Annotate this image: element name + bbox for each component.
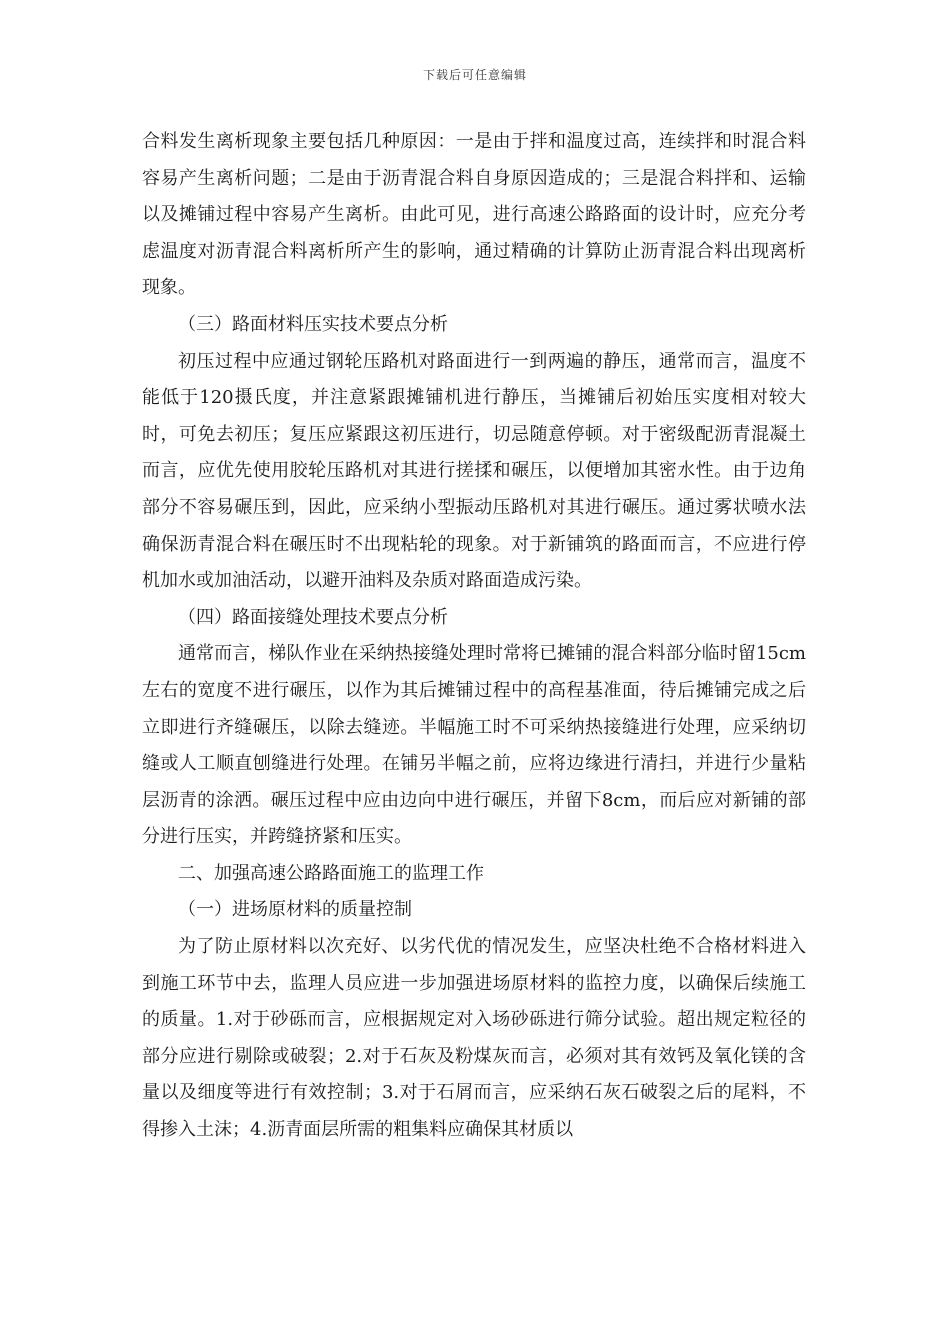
paragraph-compaction: 初压过程中应通过钢轮压路机对路面进行一到两遍的静压，通常而言，温度不能低于120摄氏度，并注意紧跟摊铺机进行静压，当摊铺后初始压实度相对较大时，可免去初压；复压应紧跟这初压进行，切忌随意停顿。对于密级配沥青混凝土而言，应优先使用胶轮压路机对其进行搓揉和碾压，以便增加其密水性。由于边角部分不容易碾压到，因此，应采纳小型振动压路机对其进行碾压。通过雾状喷水法确保沥青混合料在碾压时不出现粘轮的现象。对于新铺筑的路面而言，不应进行停机加水或加油活动，以避开油料及杂质对路面造成污染。 (142, 350, 806, 592)
paragraph-mixture-segregation: 合料发生离析现象主要包括几种原因：一是由于拌和温度过高，连续拌和时混合料容易产生离析问题；二是由于沥青混合料自身原因造成的；三是混合料拌和、运输以及摊铺过程中容易产生离析。由此可见，进行高速公路路面的设计时，应充分考虑温度对沥青混合料离析所产生的影响，通过精确的计算防止沥青混合料出现离析现象。 (142, 131, 806, 299)
heading-joint-treatment: （四）路面接缝处理技术要点分析 (178, 606, 448, 628)
heading-supervision: 二、加强高速公路路面施工的监理工作 (178, 862, 484, 884)
page-header: 下载后可任意编辑 (422, 68, 527, 82)
paragraph-joint-treatment: 通常而言，梯队作业在采纳热接缝处理时常将已摊铺的混合料部分临时留15cm左右的宽度不进行碾压，以作为其后摊铺过程中的高程基准面，待后摊铺完成之后立即进行齐缝碾压，以除去缝迹。半幅施工时不可采纳热接缝进行处理，应采纳切缝或人工顺直刨缝进行处理。在铺另半幅之前，应将边缘进行清扫，并进行少量粘层沥青的涂洒。碾压过程中应由边向中进行碾压，并留下8cm，而后应对新铺的部分进行压实，并跨缝挤紧和压实。 (142, 643, 806, 848)
paragraph-material-quality: 为了防止原材料以次充好、以劣代优的情况发生，应坚决杜绝不合格材料进入到施工环节中去，监理人员应进一步加强进场原材料的监控力度，以确保后续施工的质量。1.对于砂砾而言，应根据规定对入场砂砾进行筛分试验。超出规定粒径的部分应进行剔除或破裂；2.对于石灰及粉煤灰而言，必须对其有效钙及氧化镁的含量以及细度等进行有效控制；3.对于石屑而言，应采纳石灰石破裂之后的尾料，不得掺入土沫；4.沥青面层所需的粗集料应确保其材质以 (142, 936, 806, 1141)
document-body (142, 124, 806, 1149)
heading-compaction: （三）路面材料压实技术要点分析 (178, 313, 448, 335)
heading-material-quality: （一）进场原材料的质量控制 (178, 899, 412, 921)
